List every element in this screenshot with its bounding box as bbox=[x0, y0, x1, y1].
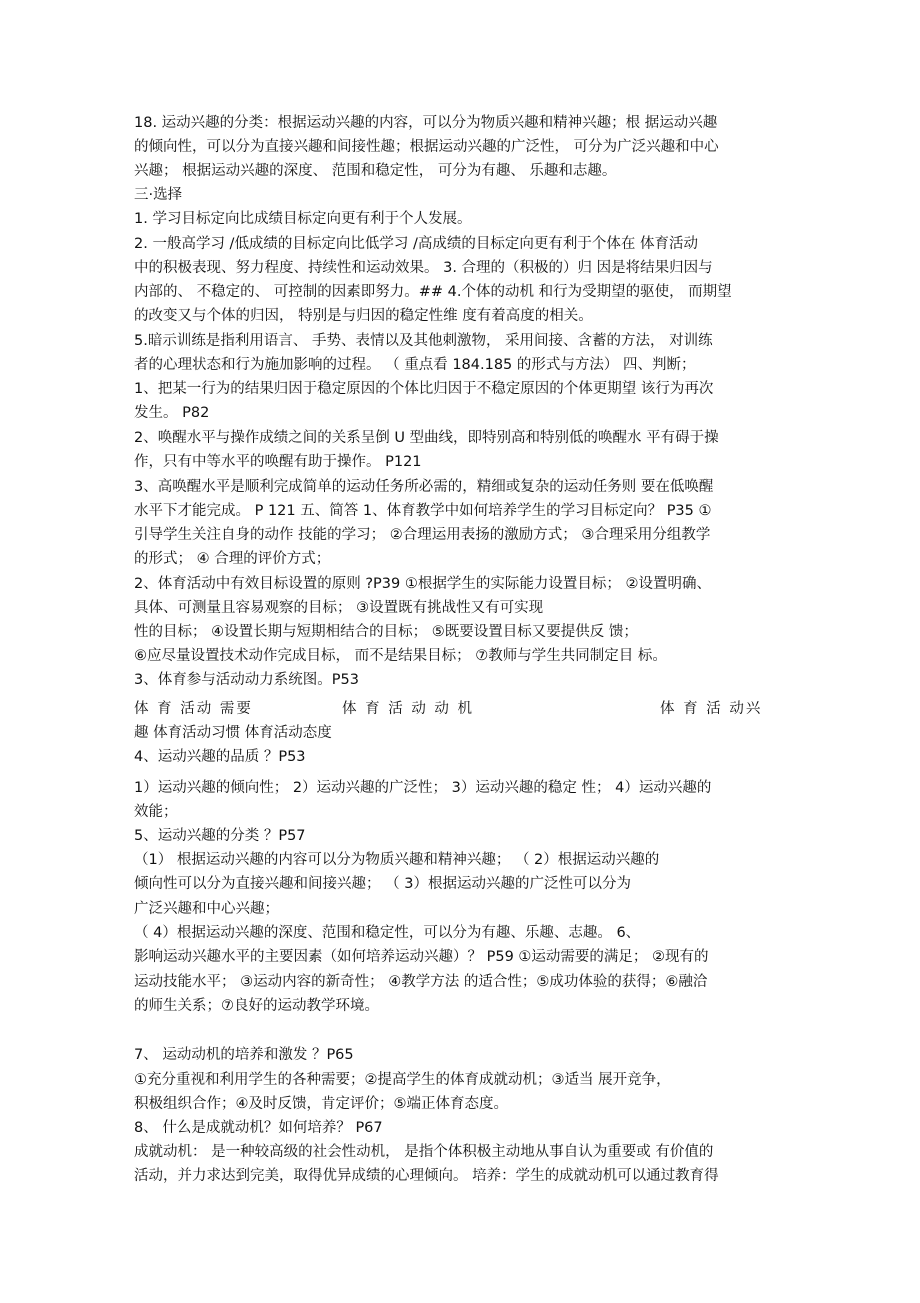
text-line: 成就动机： 是一种较高级的社会性动机， 是指个体积极主动地从事自认为重要或 有价值的 bbox=[134, 1144, 714, 1160]
text-line: 的改变又与个体的归因， 特别是与归因的稳定性维 度有着高度的相关。 bbox=[134, 308, 593, 324]
text-line: 引导学生关注自身的动作 技能的学习； ②合理运用表扬的激励方式； ③合理采用分组教学 bbox=[134, 527, 711, 543]
text-line: 兴趣； 根据运动兴趣的深度、 范围和稳定性， 可分为有趣、 乐趣和志趣。 bbox=[134, 163, 617, 179]
text-line: 3、体育参与活动动力系统图。P53 bbox=[134, 672, 359, 688]
text-line: 者的心理状态和行为施加影响的过程。 （ 重点看 184.185 的形式与方法） 四、判断； bbox=[134, 357, 696, 373]
text-line: ⑥应尽量设置技术动作完成目标， 而不是结果目标； ⑦教师与学生共同制定目 标。 bbox=[134, 648, 667, 664]
text-line: 3、高唤醒水平是顺利完成简单的运动任务所必需的，精细或复杂的运动任务则 要在低唤醒 bbox=[134, 479, 714, 495]
text-line: 倾向性可以分为直接兴趣和间接兴趣； （ 3）根据运动兴趣的广泛性可以分为 bbox=[134, 876, 631, 892]
text-line: 1、把某一行为的结果归因于稳定原因的个体比归因于不稳定原因的个体更期望 该行为再次 bbox=[134, 381, 714, 397]
text-line: ①充分重视和利用学生的各种需要；②提高学生的体育成就动机；③适当 展开竞争， bbox=[134, 1072, 671, 1088]
text-line: 4、运动兴趣的品质 ？P53 bbox=[134, 749, 306, 765]
system-item-need: 体 育 活动 需要 bbox=[134, 701, 253, 717]
text-line: 1）运动兴趣的倾向性； 2）运动兴趣的广泛性； 3）运动兴趣的稳定 性； 4）运动兴趣的 bbox=[134, 780, 712, 796]
text-line: 广泛兴趣和中心兴趣； bbox=[134, 901, 279, 917]
system-diagram-row bbox=[0, 698, 920, 720]
text-line: （1） 根据运动兴趣的内容可以分为物质兴趣和精神兴趣； （ 2）根据运动兴趣的 bbox=[134, 852, 660, 868]
text-line: 趣 体育活动习惯 体育活动态度 bbox=[134, 725, 332, 741]
text-line: 7、 运动动机的培养和激发 ？P65 bbox=[134, 1047, 354, 1063]
text-line: 18. 运动兴趣的分类：根据运动兴趣的内容，可以分为物质兴趣和精神兴趣；根 据运动兴趣 bbox=[134, 115, 718, 131]
text-line: 内部的、 不稳定的、 可控制的因素即努力。## 4.个体的动机 和行为受期望的驱使， 而期望 bbox=[134, 284, 732, 300]
text-line: 2、唤醒水平与操作成绩之间的关系呈倒 U 型曲线，即特别高和特别低的唤醒水 平有碍于操 bbox=[134, 430, 719, 446]
system-item-motive: 体 育 活 动 动 机 bbox=[342, 701, 475, 717]
text-line: 5.暗示训练是指利用语言、 手势、表情以及其他刺激物， 采用间接、含蓄的方法， 对训练 bbox=[134, 333, 713, 349]
text-line: 积极组织合作；④及时反馈，肯定评价；⑤端正体育态度。 bbox=[134, 1096, 508, 1112]
text-line: 的倾向性，可以分为直接兴趣和间接性趣；根据运动兴趣的广泛性， 可分为广泛兴趣和中心 bbox=[134, 139, 719, 155]
text-line: 影响运动兴趣水平的主要因素（如何培养运动兴趣）？ P59 ①运动需要的满足； ②现有的 bbox=[134, 949, 709, 965]
text-line: 性的目标； ④设置长期与短期相结合的目标； ⑤既要设置目标又要提供反 馈； bbox=[134, 624, 638, 640]
text-line: 具体、可测量且容易观察的目标； ③设置既有挑战性又有可实现 bbox=[134, 600, 544, 616]
text-line: 作，只有中等水平的唤醒有助于操作。 P121 bbox=[134, 454, 422, 470]
text-line: 效能； bbox=[134, 804, 178, 820]
text-line: 三·选择 bbox=[134, 187, 183, 203]
text-line: 5、运动兴趣的分类 ？P57 bbox=[134, 828, 306, 844]
text-line: 1. 学习目标定向比成绩目标定向更有利于个人发展。 bbox=[134, 211, 472, 227]
text-line: 的师生关系；⑦良好的运动教学环境。 bbox=[134, 998, 379, 1014]
text-line: 2、体育活动中有效目标设置的原则 ?P39 ①根据学生的实际能力设置目标； ②设置明确、 bbox=[134, 576, 711, 592]
text-line: 的形式； ④ 合理的评价方式； bbox=[134, 551, 331, 567]
text-line: 运动技能水平； ③运动内容的新奇性； ④教学方法 的适合性；⑤成功体验的获得；⑥融洽 bbox=[134, 974, 708, 990]
text-line: 活动，并力求达到完美，取得优异成绩的心理倾向。 培养：学生的成就动机可以通过教育得 bbox=[134, 1168, 719, 1184]
text-line: 发生。 P82 bbox=[134, 405, 210, 421]
text-line: （ 4）根据运动兴趣的深度、范围和稳定性，可以分为有趣、乐趣、志趣。 6、 bbox=[134, 925, 641, 941]
text-line: 中的积极表现、努力程度、持续性和运动效果。 3. 合理的（积极的）归 因是将结果归因与 bbox=[134, 260, 713, 276]
text-line: 8、 什么是成就动机？如何培养？ P67 bbox=[134, 1120, 383, 1136]
system-item-interest: 体 育 活 动兴 bbox=[660, 701, 763, 717]
text-line: 水平下才能完成。 P 121 五、简答 1、体育教学中如何培养学生的学习目标定向？ P35 ① bbox=[134, 503, 712, 519]
text-line: 2. 一般高学习 /低成绩的目标定向比低学习 /高成绩的目标定向更有利于个体在 体育活动 bbox=[134, 236, 699, 252]
